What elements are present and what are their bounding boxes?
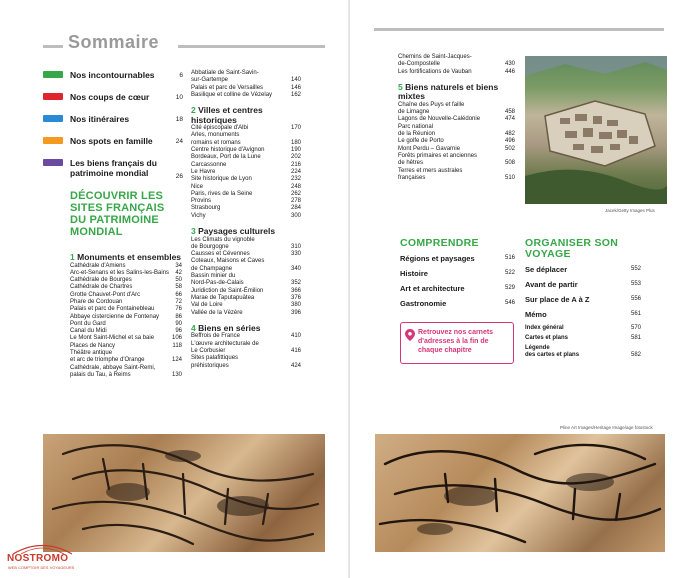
- toc-entry-title: Arc-et-Senans et les Salins-les-Bains: [70, 269, 170, 276]
- toc-entry[interactable]: [191, 184, 301, 191]
- toc-entry-title: Terres et mers australes françaises: [398, 167, 463, 181]
- section-entry[interactable]: [400, 299, 515, 308]
- toc-entry[interactable]: [191, 198, 301, 205]
- toc-entry-page: 66: [175, 291, 182, 298]
- section-label: Monuments et ensembles: [77, 252, 182, 262]
- toc-entry[interactable]: [191, 154, 301, 161]
- section-entry-title: Histoire: [400, 269, 428, 278]
- toc-entry-page: 262: [290, 190, 301, 197]
- section-title-4: [191, 324, 301, 334]
- toc-entry-page: 430: [504, 61, 515, 68]
- toc-list: [70, 263, 182, 380]
- section-entry-page: 529: [504, 285, 515, 291]
- toc-entry-title: Nice: [191, 183, 204, 190]
- toc-entry-page: 510: [504, 174, 515, 181]
- section-entry[interactable]: [525, 280, 641, 289]
- toc-entry-title: Causses et Cévennes: [191, 251, 250, 258]
- section-number: 1: [70, 252, 75, 262]
- toc-entry-title: Vichy: [191, 212, 206, 219]
- cave-painting-photo-right: [375, 434, 665, 552]
- toc-entry-page: 248: [290, 183, 301, 190]
- chapter-color-bar: [43, 93, 63, 100]
- section-entry[interactable]: [525, 325, 641, 332]
- toc-entry-title: Beffrois de France: [191, 333, 240, 340]
- toc-entry-page: 502: [504, 145, 515, 152]
- chapter-color-bar: [43, 159, 63, 166]
- page-title: Sommaire: [68, 32, 160, 52]
- vauban-town-photo: [525, 56, 667, 204]
- section-entry[interactable]: [525, 295, 641, 304]
- toc-entry-page: 140: [290, 77, 301, 84]
- toc-entry[interactable]: [191, 132, 301, 147]
- toc-entry[interactable]: [191, 288, 301, 295]
- section-entry[interactable]: [525, 265, 641, 274]
- toc-entry-title: Le Mont Saint-Michel et sa baie: [70, 335, 155, 342]
- section-entry-title: Gastronomie: [400, 299, 447, 308]
- toc-entry-page: 474: [504, 116, 515, 123]
- toc-entry[interactable]: [398, 116, 515, 123]
- section-entry-title: Se déplacer: [525, 265, 568, 274]
- section-entry[interactable]: [525, 310, 641, 319]
- section-title-1: [70, 253, 182, 263]
- toc-entry[interactable]: [191, 162, 301, 169]
- toc-entry-title: Coteaux, Maisons et Caves de Champagne: [191, 258, 265, 272]
- section-label: Biens naturels et biens mixtes: [398, 81, 499, 102]
- toc-entry[interactable]: [191, 273, 301, 288]
- organiser-small-list: [525, 325, 641, 359]
- toc-entry-page: 482: [504, 131, 515, 138]
- discover-heading: DÉCOUVRIR LES SITES FRANÇAIS DU PATRIMOINE MONDIAL: [70, 190, 165, 238]
- toc-entry-title: Centre historique d'Avignon: [191, 147, 265, 154]
- toc-list: [191, 70, 301, 99]
- toc-entry-page: 340: [290, 265, 301, 272]
- toc-entry-title: Carcassonne: [191, 161, 227, 168]
- toc-entry-title: Théâtre antique et arc de triomphe d'Orange: [70, 350, 145, 364]
- toc-entry-page: 410: [290, 333, 301, 340]
- toc-entry-page: 310: [290, 243, 301, 250]
- toc-entry-title: Les Climats du vignoble de Bourgogne: [191, 236, 255, 250]
- toc-column-1: [70, 253, 182, 379]
- toc-entry-title: Abbaye cistercienne de Fontenay: [70, 313, 160, 320]
- logo-name: NOSTROMO: [7, 553, 69, 564]
- section-entry[interactable]: [525, 335, 641, 342]
- top-rule: [374, 28, 664, 31]
- chapter-item[interactable]: [43, 158, 183, 180]
- toc-entry-page: 458: [504, 109, 515, 116]
- toc-entry-page: 508: [504, 160, 515, 167]
- toc-entry-page: 352: [290, 280, 301, 287]
- toc-entry[interactable]: [398, 69, 515, 76]
- toc-entry[interactable]: [191, 258, 301, 273]
- toc-entry-title: Lagons de Nouvelle-Calédonie: [398, 116, 481, 123]
- section-entry-page: 582: [630, 352, 641, 358]
- toc-entry-title: Juridiction de Saint-Émilion: [191, 287, 264, 294]
- section-label: Paysages culturels: [198, 226, 276, 237]
- toc-entry[interactable]: [70, 292, 182, 299]
- toc-entry[interactable]: [191, 355, 301, 370]
- section-entry-title: Régions et paysages: [400, 254, 475, 263]
- section-entry-page: 556: [630, 296, 641, 302]
- chapter-page: 18: [175, 116, 183, 123]
- chapter-page: 24: [175, 138, 183, 145]
- toc-entry-page: 376: [290, 294, 301, 301]
- toc-entry[interactable]: [70, 350, 182, 365]
- toc-entry-title: Sites palafittiques préhistoriques: [191, 355, 239, 369]
- section-entry[interactable]: [400, 254, 515, 263]
- chapter-color-bar: [43, 115, 63, 122]
- toc-list: [398, 102, 515, 182]
- toc-entry[interactable]: [398, 102, 515, 117]
- toc-column-2: [191, 70, 301, 370]
- toc-entry-title: Le golfe de Porto: [398, 138, 444, 145]
- section-title-3: [191, 227, 301, 237]
- toc-entry[interactable]: [70, 314, 182, 321]
- toc-entry[interactable]: [191, 176, 301, 183]
- toc-entry-page: 58: [175, 284, 182, 291]
- toc-entry-title: Le Havre: [191, 168, 216, 175]
- toc-entry-page: 50: [175, 277, 182, 284]
- toc-entry-title: Les fortifications de Vauban: [398, 68, 472, 75]
- toc-entry-page: 232: [290, 176, 301, 183]
- toc-entry[interactable]: [70, 365, 182, 380]
- organiser-section: [525, 238, 641, 362]
- chapter-item[interactable]: [43, 92, 183, 114]
- section-entry-page: 581: [630, 335, 641, 341]
- toc-list: [191, 237, 301, 317]
- comprendre-list: [400, 254, 515, 308]
- toc-entry-title: Bordeaux, Port de la Lune: [191, 154, 261, 161]
- toc-entry[interactable]: [398, 138, 515, 145]
- toc-entry-page: 34: [175, 262, 182, 269]
- toc-entry-title: Cathédrale de Bourges: [70, 277, 132, 284]
- toc-entry-page: 124: [171, 357, 182, 364]
- chapter-color-bar: [43, 137, 63, 144]
- section-entry-page: 552: [630, 266, 641, 272]
- toc-entry[interactable]: [191, 237, 301, 252]
- section-entry[interactable]: [525, 345, 641, 359]
- toc-entry-page: 76: [175, 306, 182, 313]
- toc-entry-title: Canal du Midi: [70, 328, 107, 335]
- section-title-5: [398, 83, 515, 102]
- toc-entry-page: 330: [290, 251, 301, 258]
- toc-entry[interactable]: [191, 85, 301, 92]
- section-entry[interactable]: [400, 284, 515, 293]
- toc-entry[interactable]: [191, 205, 301, 212]
- toc-entry[interactable]: [191, 147, 301, 154]
- chapter-label: Nos coups de cœur: [70, 92, 150, 102]
- comprendre-section: [400, 238, 515, 314]
- toc-list: [191, 125, 301, 220]
- toc-entry[interactable]: [70, 328, 182, 335]
- toc-entry[interactable]: [191, 92, 301, 99]
- toc-entry[interactable]: [398, 146, 515, 153]
- toc-entry-page: 396: [290, 309, 301, 316]
- chapter-list: [43, 70, 183, 180]
- nostromo-logo: [5, 541, 80, 574]
- toc-entry[interactable]: [398, 124, 515, 139]
- toc-entry-page: 90: [175, 320, 182, 327]
- toc-entry[interactable]: [191, 169, 301, 176]
- section-number: 5: [398, 81, 403, 92]
- toc-entry-page: 118: [172, 342, 182, 349]
- toc-entry-title: Mont Perdu – Gavarnie: [398, 145, 461, 152]
- toc-entry[interactable]: [191, 302, 301, 309]
- toc-entry[interactable]: [70, 284, 182, 291]
- toc-entry-title: Phare de Cordouan: [70, 298, 123, 305]
- toc-entry-title: Palais et parc de Versailles: [191, 84, 264, 91]
- callout-text: Retrouvez nos carnets d'adresses à la fin de chaque chapitre: [418, 329, 494, 354]
- chapter-color-bar: [43, 71, 63, 78]
- section-entry-page: 546: [504, 300, 515, 306]
- toc-entry-page: 72: [175, 298, 182, 305]
- section-entry-title: Index général: [525, 325, 564, 331]
- organiser-heading: ORGANISER SON VOYAGE: [525, 237, 619, 260]
- toc-entry-title: Paris, rives de la Seine: [191, 190, 253, 197]
- toc-entry[interactable]: [398, 153, 515, 168]
- title-rule-right: [178, 45, 325, 48]
- toc-entry-page: 216: [290, 161, 301, 168]
- section-entry-page: 516: [504, 255, 515, 261]
- aerial-town-drawing: [525, 56, 667, 204]
- section-entry-title: Légende des cartes et plans: [525, 345, 580, 358]
- section-number: 3: [191, 226, 196, 237]
- toc-entry-title: Vallée de la Vézère: [191, 309, 243, 316]
- section-entry-title: Sur place de A à Z: [525, 295, 590, 304]
- toc-entry-page: 300: [290, 212, 301, 219]
- toc-entry[interactable]: [70, 263, 182, 270]
- section-entry-page: 570: [630, 325, 641, 331]
- section-entry-page: 522: [504, 270, 515, 276]
- chapter-page: 26: [175, 173, 183, 180]
- chapter-label: Nos itinéraires: [70, 114, 130, 124]
- chapter-page: 6: [179, 72, 183, 79]
- toc-entry[interactable]: [398, 168, 515, 183]
- toc-entry[interactable]: [70, 335, 182, 342]
- toc-entry-page: 446: [504, 68, 515, 75]
- toc-entry[interactable]: [70, 321, 182, 328]
- toc-entry-page: 284: [290, 205, 301, 212]
- toc-entry-title: Abbatiale de Saint-Savin- sur-Gartempe: [191, 70, 259, 84]
- toc-entry[interactable]: [191, 295, 301, 302]
- section-label: Villes et centres historiques: [191, 105, 263, 125]
- chapter-label: Nos incontournables: [70, 70, 155, 80]
- toc-entry-title: Chemins de Saint-Jacques- de-Compostelle: [398, 54, 472, 68]
- toc-entry[interactable]: [191, 125, 301, 132]
- toc-entry-title: Palais et parc de Fontainebleau: [70, 306, 155, 313]
- cave-painting-photo-left: [43, 434, 325, 552]
- toc-entry-title: Val de Loire: [191, 302, 223, 309]
- toc-entry-title: Basilique et colline de Vézelay: [191, 91, 273, 98]
- toc-entry[interactable]: [70, 277, 182, 284]
- toc-entry-page: 278: [290, 198, 301, 205]
- toc-entry-page: 380: [290, 302, 301, 309]
- toc-entry-title: Places de Nancy: [70, 342, 116, 349]
- photo-credit-top: Jacek/Getty Images Plus: [605, 208, 655, 213]
- toc-entry-title: Site historique de Lyon: [191, 176, 252, 183]
- chapter-item[interactable]: [43, 114, 183, 136]
- toc-entry-title: Cathédrale, abbaye Saint-Remi, palais du Tau, à Reims: [70, 364, 156, 378]
- chapter-label: Les biens français du patrimoine mondial: [70, 158, 157, 178]
- section-entry-page: 553: [630, 281, 641, 287]
- toc-entry-page: 106: [171, 335, 182, 342]
- toc-entry-page: 190: [290, 147, 301, 154]
- toc-entry-title: Cité épiscopale d'Albi: [191, 125, 249, 132]
- address-callout: [400, 322, 514, 364]
- photo-credit-bottom: Pline Art Images/Heritage Image/age fotostock: [560, 425, 653, 430]
- toc-list: [398, 54, 515, 76]
- section-entry-title: Avant de partir: [525, 280, 578, 289]
- toc-entry-title: Bassin minier du Nord-Pas-de-Calais: [191, 273, 244, 287]
- toc-entry-title: Chaîne des Puys et faille de Limagne: [398, 101, 465, 116]
- section-entry-page: 561: [630, 311, 641, 317]
- toc-entry-page: 180: [290, 139, 301, 146]
- section-entry-title: Art et architecture: [400, 284, 465, 293]
- toc-entry-title: Forêts primaires et anciennes de hêtres: [398, 152, 478, 167]
- page-title-bar: [43, 32, 325, 52]
- toc-entry-title: Parc national de la Réunion: [398, 123, 436, 138]
- section-number: 4: [191, 322, 196, 333]
- chapter-item[interactable]: [43, 70, 183, 92]
- section-label: Biens en séries: [198, 322, 261, 333]
- toc-entry-title: Arles, monuments romains et romans: [191, 132, 241, 146]
- toc-entry-title: Provins: [191, 198, 212, 205]
- section-entry-title: Mémo: [525, 310, 547, 319]
- toc-entry-page: 416: [290, 347, 301, 354]
- toc-entry-page: 96: [175, 328, 182, 335]
- toc-entry-title: L'œuvre architecturale de Le Corbusier: [191, 340, 259, 354]
- toc-entry[interactable]: [70, 306, 182, 313]
- toc-entry-page: 224: [290, 168, 301, 175]
- section-entry[interactable]: [400, 269, 515, 278]
- toc-list: [191, 333, 301, 369]
- toc-column-3: [398, 54, 515, 182]
- toc-entry[interactable]: [191, 251, 301, 258]
- toc-entry-title: Marae de Taputapuātea: [191, 294, 255, 301]
- toc-entry-page: 42: [175, 269, 182, 276]
- toc-entry-page: 366: [290, 287, 301, 294]
- toc-entry[interactable]: [191, 341, 301, 356]
- toc-entry[interactable]: [398, 54, 515, 69]
- toc-entry-title: Cathédrale de Chartres: [70, 284, 133, 291]
- toc-entry-page: 202: [290, 154, 301, 161]
- toc-entry-page: 496: [504, 138, 515, 145]
- toc-entry[interactable]: [191, 213, 301, 220]
- toc-entry-page: 162: [290, 91, 301, 98]
- toc-entry[interactable]: [191, 70, 301, 85]
- chapter-page: 10: [175, 94, 183, 101]
- toc-entry[interactable]: [191, 191, 301, 198]
- comprendre-heading: COMPRENDRE: [400, 237, 479, 249]
- chapter-label: Nos spots en famille: [70, 136, 153, 146]
- toc-entry-page: 146: [290, 84, 301, 91]
- toc-entry[interactable]: [70, 270, 182, 277]
- cave-drawing: [375, 434, 665, 552]
- toc-entry[interactable]: [191, 333, 301, 340]
- toc-entry-page: 170: [290, 125, 301, 132]
- toc-entry[interactable]: [70, 299, 182, 306]
- toc-entry-page: 130: [171, 371, 182, 378]
- toc-entry-title: Pont du Gard: [70, 320, 106, 327]
- toc-entry-page: 424: [290, 362, 301, 369]
- toc-entry-page: 86: [175, 313, 182, 320]
- cave-drawing: [43, 434, 325, 552]
- chapter-item[interactable]: [43, 136, 183, 158]
- toc-entry-title: Strasbourg: [191, 205, 221, 212]
- organiser-list: [525, 265, 641, 319]
- title-rule-left: [43, 45, 63, 48]
- section-number: 2: [191, 105, 196, 116]
- logo-subtitle: WEB COMPTOIR DES VOYAGEURS: [8, 566, 75, 570]
- section-title-2: [191, 106, 301, 125]
- toc-entry-title: Cathédrale d'Amiens: [70, 262, 126, 269]
- section-entry-title: Cartes et plans: [525, 335, 569, 341]
- map-pin-icon: [405, 329, 415, 341]
- toc-entry[interactable]: [191, 310, 301, 317]
- toc-entry-title: Grotte Chauvet-Pont d'Arc: [70, 291, 141, 298]
- toc-entry[interactable]: [70, 343, 182, 350]
